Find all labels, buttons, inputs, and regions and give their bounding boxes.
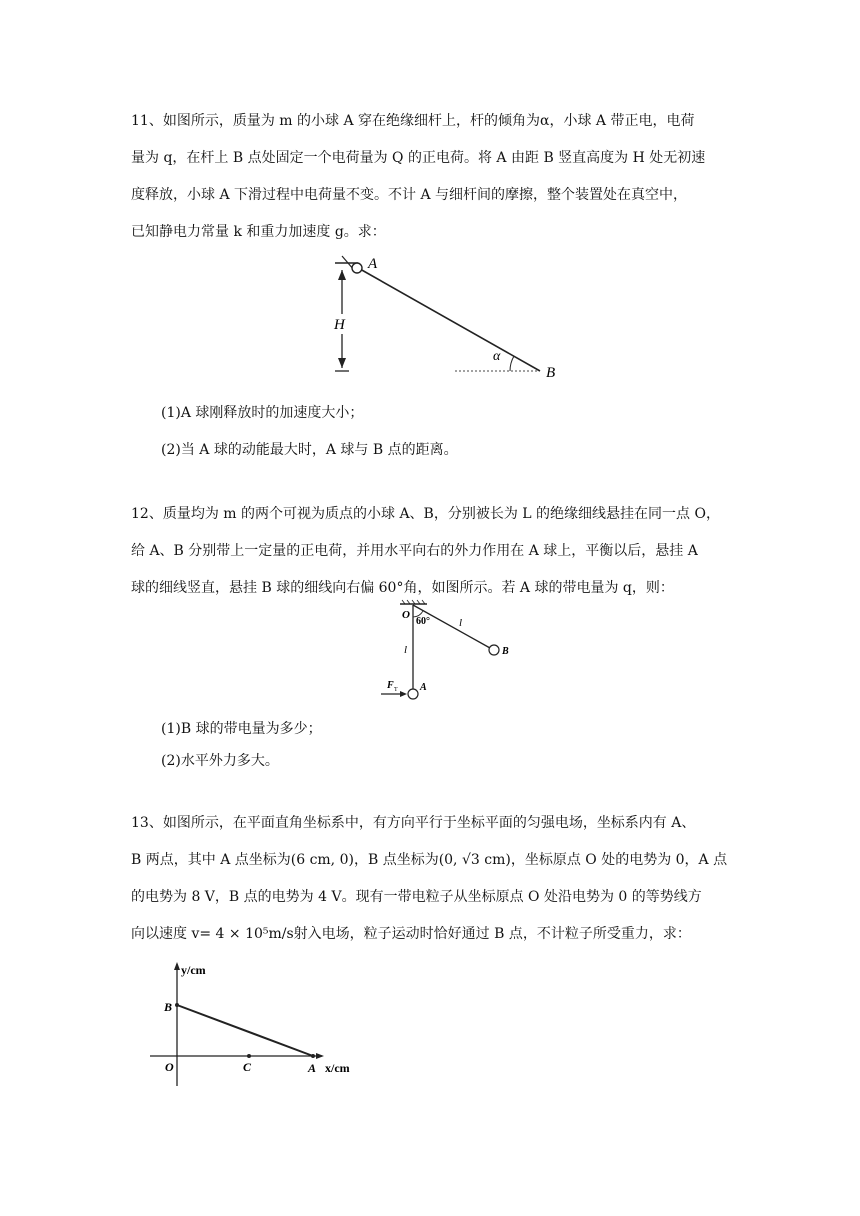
q12-line-3: 球的细线竖直，悬挂 B 球的细线向右偏 60°角，如图所示。若 A 球的带电量为 q，则： [131,580,674,596]
q12-ball-a [408,689,418,699]
q11-label-h: H [334,317,345,333]
q12-label-o: O [402,609,410,621]
q13-line-1: 13、如图所示，在平面直角坐标系中，有方向平行于坐标平面的匀强电场，坐标系内有 A、 [131,815,696,831]
q13-figure [150,958,370,1093]
q11-ball-a [352,263,362,273]
q13-line-4: 向以速度 v= 4 × 10⁵m/s射入电场，粒子运动时恰好通过 B 点，不计粒子所受重力，求： [131,926,691,942]
q11-figure [320,250,570,385]
q12-sub2: (2)水平外力多大。 [161,753,279,769]
q11-label-a: A [368,256,378,272]
q12-label-l-left: l [404,644,408,656]
q11-rod [360,269,540,371]
q11-sub1: (1)A 球刚释放时的加速度大小； [161,405,364,421]
q13-line-2: B 两点，其中 A 点坐标为(6 cm, 0)，B 点坐标为(0, √3 cm)，坐标原点 O 处的电势为 0，A 点 [131,852,728,868]
q12-line-2: 给 A、B 分别带上一定量的正电荷，并用水平向右的外力作用在 A 球上，平衡以后，悬挂 A [131,543,698,559]
q13-label-x: x/cm [325,1061,350,1075]
q11-line-1: 11、如图所示，质量为 m 的小球 A 穿在绝缘细杆上，杆的倾角为α，小球 A 带正电，电荷 [131,113,695,129]
q11-label-b: B [546,365,556,381]
q13-label-o: O [165,1060,174,1074]
q11-line-4: 已知静电力常量 k 和重力加速度 g。求： [131,224,386,240]
q12-label-f: F [387,680,394,691]
q13-point-c [247,1054,251,1058]
q12-text [131,496,721,607]
q13-line-ba [177,1005,313,1056]
q12-line-1: 12、质量均为 m 的两个可视为质点的小球 A、B，分别被长为 L 的绝缘细线悬挂在同一点 O， [131,506,720,522]
q11-line-3: 度释放，小球 A 下滑过程中电荷量不变。不计 A 与细杆间的摩擦，整个装置处在真空中， [131,187,688,203]
q13-label-c: C [243,1060,252,1074]
q13-label-a: A [308,1061,317,1075]
q13-label-b: B [164,1000,173,1014]
q12-sub1: (1)B 球的带电量为多少； [161,721,322,737]
q11-sub2: (2)当 A 球的动能最大时，A 球与 B 点的距离。 [161,442,458,458]
q12-label-f-sub: T [394,687,398,693]
q11-text [131,103,721,251]
q12-label-l-upper: l [459,617,463,629]
q13-label-y: y/cm [181,963,206,977]
q11-line-2: 量为 q，在杆上 B 点处固定一个电荷量为 Q 的正电荷。将 A 由距 B 竖直高度为 H 处无初速 [131,150,706,166]
q11-label-alpha: α [493,349,501,364]
q12-label-a: A [420,682,427,693]
q13-text [131,805,728,953]
q13-line-3: 的电势为 8 V，B 点的电势为 4 V。现有一带电粒子从坐标原点 O 处沿电势为 0 的等势线方 [131,889,702,905]
q12-figure [375,596,525,706]
q12-label-angle: 60° [416,616,430,627]
q12-label-b: B [502,646,509,657]
q12-ball-b [489,645,499,655]
